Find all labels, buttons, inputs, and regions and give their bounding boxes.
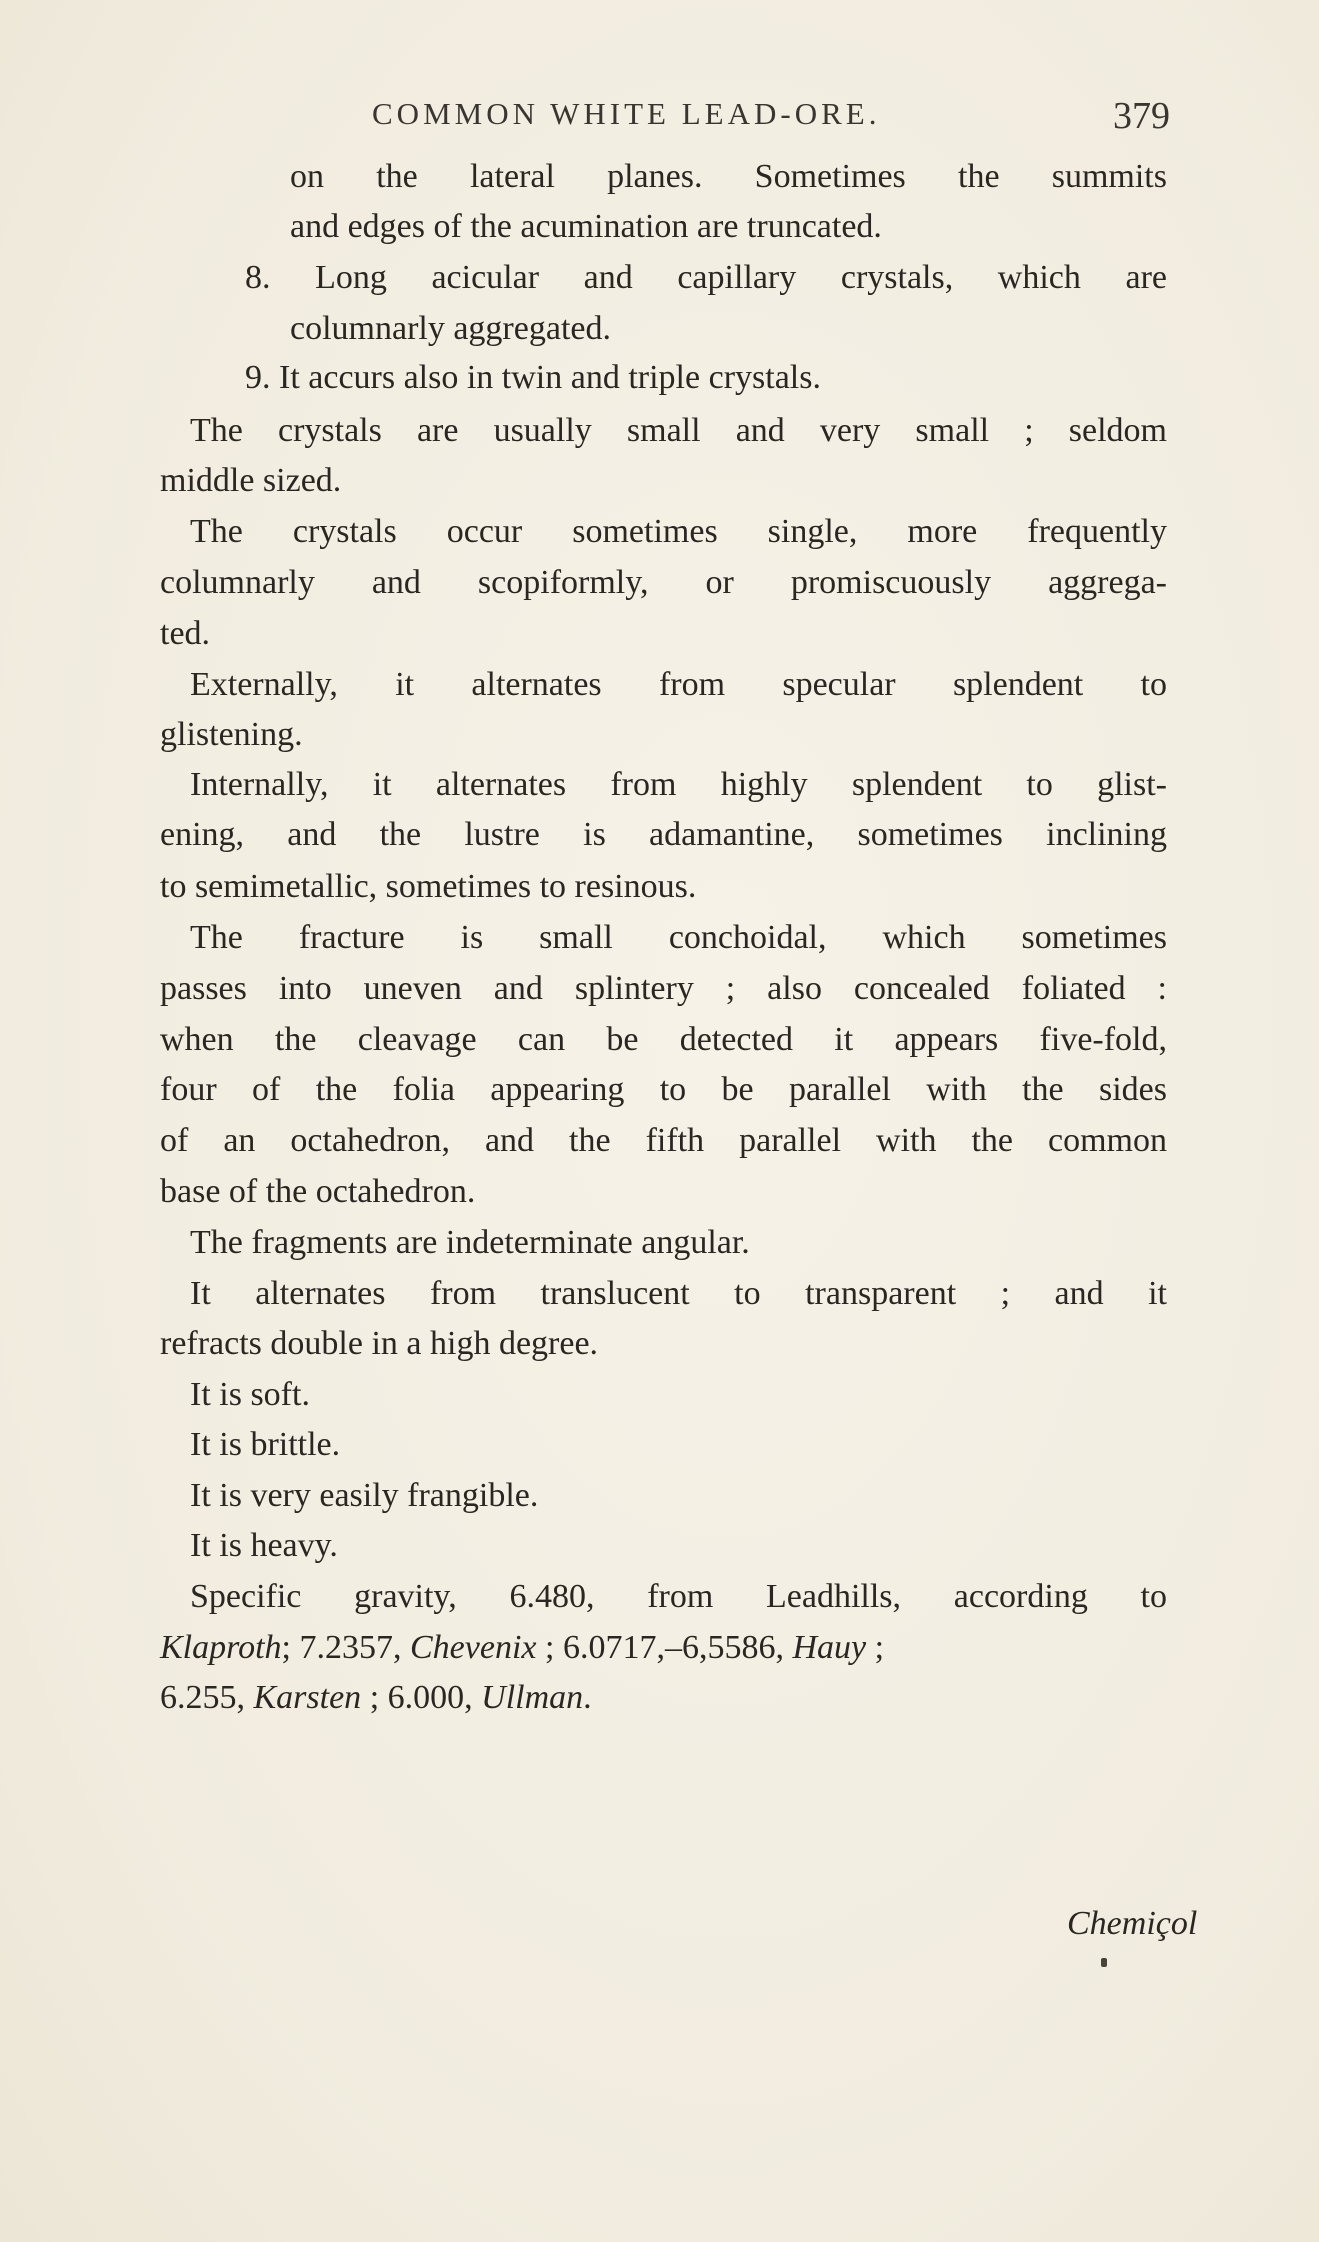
ref-text: ; 6.000,	[361, 1679, 482, 1716]
author-karsten: Karsten	[253, 1679, 362, 1716]
text-line: It is soft.	[190, 1376, 310, 1413]
text-line: ening, and the lustre is adamantine, sometimes inclining	[160, 816, 1167, 853]
reference-line	[0, 1621, 1319, 1675]
text-line: columnarly aggregated.	[290, 310, 611, 347]
text-line: of an octahedron, and the fifth parallel with the common	[160, 1122, 1167, 1159]
ref-text: ; 7.2357,	[281, 1629, 410, 1666]
author-ullman: Ullman	[481, 1679, 584, 1716]
text-line: ted.	[160, 615, 211, 652]
text-line: glistening.	[160, 716, 303, 753]
text-line: Specific gravity, 6.480, from Leadhills, according to	[190, 1578, 1167, 1615]
text-line: The crystals occur sometimes single, more frequently	[190, 513, 1167, 550]
text-line: middle sized.	[160, 462, 342, 499]
text-line: Externally, it alternates from specular splendent to	[190, 666, 1167, 703]
text-line: passes into uneven and splintery ; also concealed foliated :	[160, 970, 1167, 1007]
ref-text: ; 6.0717,–6,5586,	[536, 1629, 793, 1666]
text-line: The fracture is small conchoidal, which sometimes	[190, 919, 1167, 956]
text-line: Internally, it alternates from highly splendent to glist-	[190, 766, 1167, 803]
text-line: 9. It accurs also in twin and triple crystals.	[245, 359, 821, 396]
text-line: The crystals are usually small and very small ; seldom	[190, 412, 1167, 449]
text-line: refracts double in a high degree.	[160, 1325, 599, 1362]
ref-text: .	[583, 1679, 592, 1716]
text-line: to semimetallic, sometimes to resinous.	[160, 868, 697, 905]
author-chevenix: Chevenix	[410, 1629, 537, 1666]
text-line: The fragments are indeterminate angular.	[190, 1224, 750, 1261]
printer-mark	[1101, 1958, 1107, 1967]
catchword: Chemiçol	[1067, 1905, 1198, 1942]
text-line: base of the octahedron.	[160, 1173, 476, 1210]
text-line: on the lateral planes. Sometimes the summits	[290, 158, 1167, 195]
text-line: It is brittle.	[190, 1426, 341, 1463]
text-line: 8. Long acicular and capillary crystals, which are	[245, 259, 1167, 296]
page-number: 379	[1113, 95, 1170, 137]
author-klaproth: Klaproth	[160, 1629, 282, 1666]
text-line: It is very easily frangible.	[190, 1477, 539, 1514]
author-hauy: Hauy	[792, 1629, 867, 1666]
ref-text: ;	[866, 1629, 885, 1666]
running-head: COMMON WHITE LEAD-ORE.	[372, 96, 881, 131]
ref-text: 6.255,	[160, 1679, 254, 1716]
text-line: It is heavy.	[190, 1527, 338, 1564]
text-line: It alternates from translucent to transparent ; and it	[190, 1275, 1167, 1312]
text-line: when the cleavage can be detected it appears five-fold,	[160, 1021, 1167, 1058]
text-line: four of the folia appearing to be parallel with the sides	[160, 1071, 1167, 1108]
reference-line	[0, 1671, 1319, 1725]
text-line: columnarly and scopiformly, or promiscuously aggrega-	[160, 564, 1167, 601]
text-line: and edges of the acumination are truncated.	[290, 208, 882, 245]
